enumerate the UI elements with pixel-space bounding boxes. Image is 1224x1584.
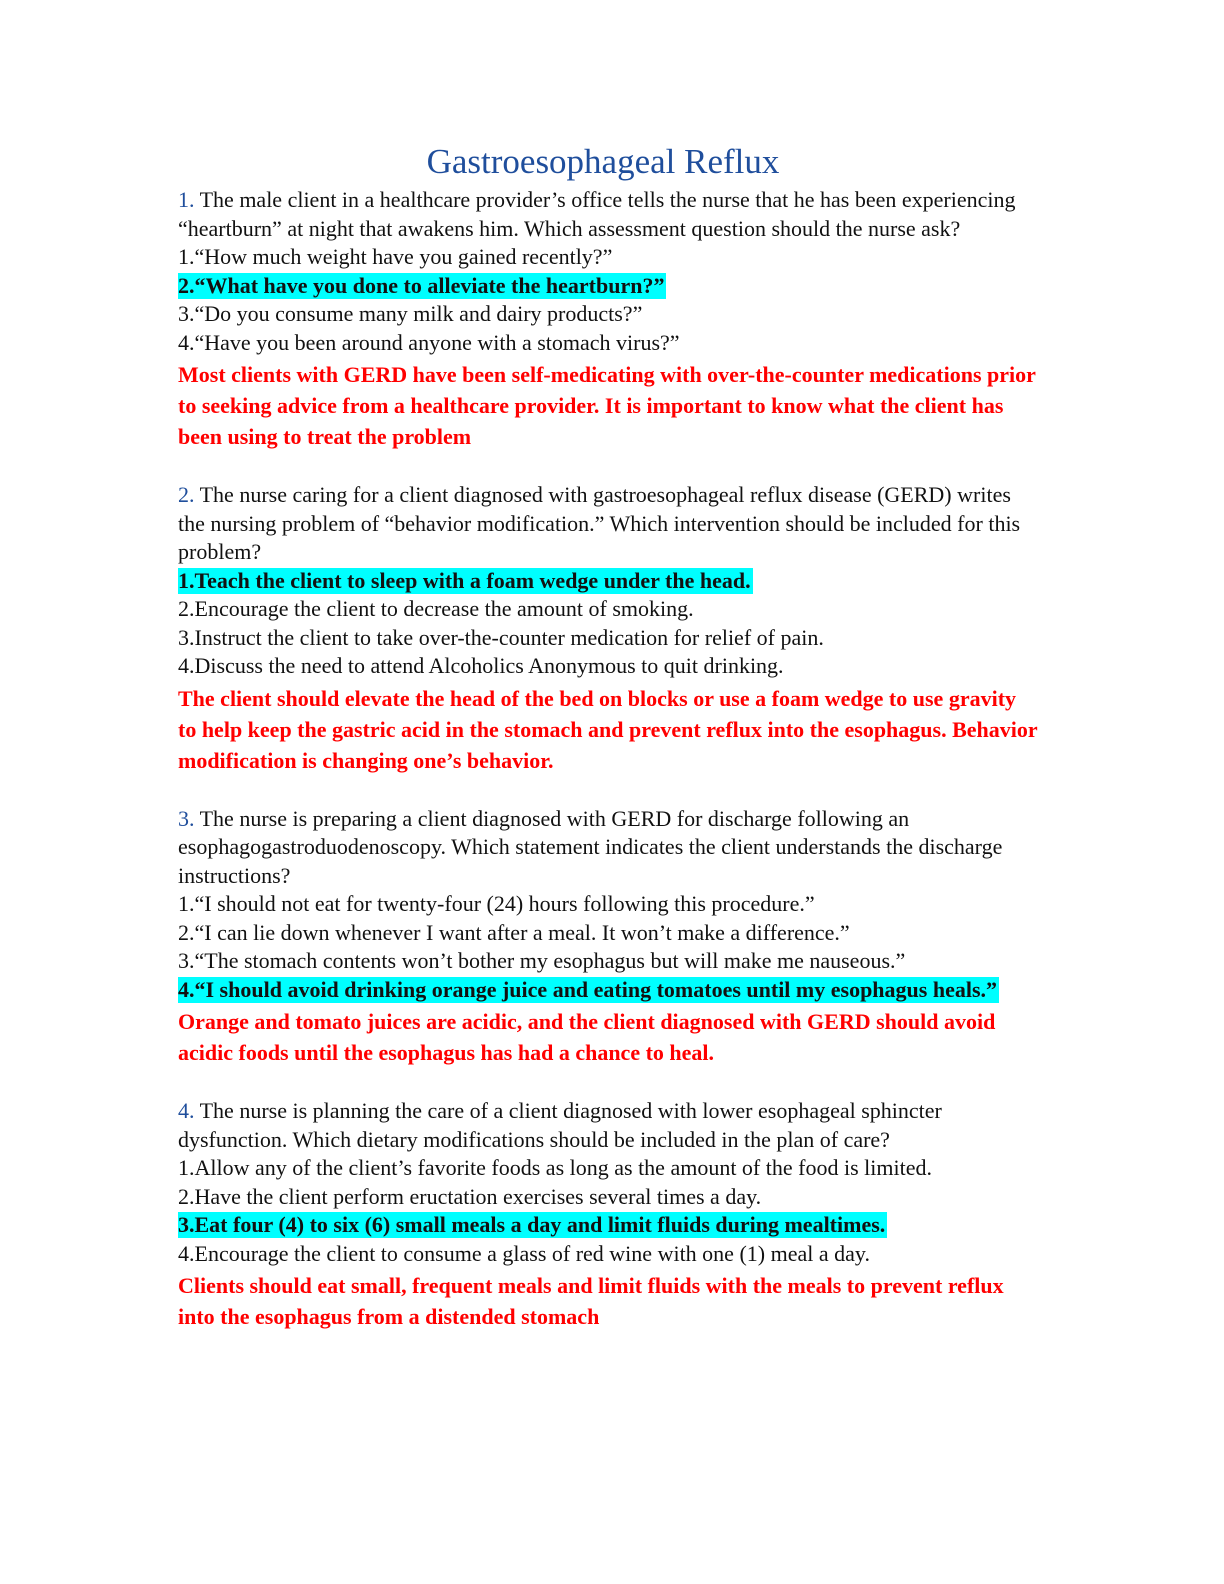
question-3	[178, 805, 1038, 1069]
answer-option: 4.Encourage the client to consume a glass of red wine with one (1) meal a day.	[178, 1240, 870, 1266]
document-page	[178, 140, 1038, 1332]
question-1	[178, 186, 1038, 452]
section-spacer	[178, 776, 1038, 805]
question-text: The nurse is preparing a client diagnosed with GERD for discharge following an esophagogastroduodenoscopy. Which statement indicates the client understands the discharge instructions?	[178, 805, 1003, 888]
rationale-text: Clients should eat small, frequent meals and limit fluids with the meals to prevent reflux into the esophagus from a distended stomach	[178, 1273, 1004, 1329]
answer-option: 2.Have the client perform eructation exercises several times a day.	[178, 1183, 762, 1209]
correct-answer-option	[178, 1211, 1038, 1240]
answer-highlight: 2.“What have you done to alleviate the heartburn?”	[178, 272, 665, 298]
answer-option: 3.“The stomach contents won’t bother my esophagus but will make me nauseous.”	[178, 948, 906, 973]
answer-option: 4.“Have you been around anyone with a stomach virus?”	[178, 329, 680, 355]
question-stem	[178, 481, 1038, 567]
answer-option: 2.“I can lie down whenever I want after a meal. It won’t make a difference.”	[178, 919, 850, 945]
rationale-text: Most clients with GERD have been self-medicating with over-the-counter medications prior to seeking advice from a healthcare provider. It is important to know what the client has been using to treat the problem	[178, 362, 1036, 449]
answer-option: 2.Encourage the client to decrease the amount of smoking.	[178, 596, 694, 621]
answer-option: 1.“I should not eat for twenty-four (24) hours following this procedure.”	[178, 891, 815, 916]
answer-option: 3.Instruct the client to take over-the-counter medication for relief of pain.	[178, 624, 824, 650]
rationale-text: Orange and tomato juices are acidic, and the client diagnosed with GERD should avoid acidic foods until the esophagus has had a chance to heal.	[178, 1009, 996, 1065]
question-text: The nurse caring for a client diagnosed with gastroesophageal reflux disease (GERD) writes the nursing problem of “behavior modification.” Which intervention should be included for this problem?	[178, 482, 1021, 564]
question-stem	[178, 186, 1038, 243]
answer-highlight: 1.Teach the client to sleep with a foam wedge under the head.	[178, 567, 751, 593]
answer-option: 4.Discuss the need to attend Alcoholics Anonymous to quit drinking.	[178, 653, 784, 678]
correct-answer-option	[178, 976, 1038, 1005]
section-spacer	[178, 452, 1038, 481]
question-4	[178, 1097, 1038, 1332]
question-text: The male client in a healthcare provider’s office tells the nurse that he has been experiencing “heartburn” at night that awakens him. Which assessment question should the nurse ask?	[178, 187, 1016, 241]
question-2	[178, 481, 1038, 776]
question-stem	[178, 805, 1038, 891]
question-number: 2.	[178, 482, 195, 507]
answer-highlight: 4.“I should avoid drinking orange juice and eating tomatoes until my esophagus heals.”	[178, 976, 998, 1002]
question-stem	[178, 1097, 1038, 1154]
page-title: Gastroesophageal Reflux	[426, 142, 780, 181]
question-number: 3.	[178, 805, 195, 831]
answer-option: 1.Allow any of the client’s favorite foods as long as the amount of the food is limited.	[178, 1155, 932, 1180]
question-text: The nurse is planning the care of a client diagnosed with lower esophageal sphincter dysfunction. Which dietary modifications should be included in the plan of care?	[178, 1098, 942, 1152]
correct-answer-option	[178, 272, 1038, 301]
rationale-text: The client should elevate the head of the bed on blocks or use a foam wedge to use gravity to help keep the gastric acid in the stomach and prevent reflux into the esophagus. Behavior modification is changing one’s behavior.	[178, 685, 1038, 773]
question-number: 1.	[178, 187, 195, 212]
correct-answer-option	[178, 567, 1038, 596]
section-spacer	[178, 1068, 1038, 1097]
answer-option: 3.“Do you consume many milk and dairy products?”	[178, 301, 643, 326]
answer-option: 1.“How much weight have you gained recently?”	[178, 244, 613, 269]
question-number: 4.	[178, 1098, 195, 1123]
answer-highlight: 3.Eat four (4) to six (6) small meals a day and limit fluids during mealtimes.	[178, 1212, 886, 1237]
